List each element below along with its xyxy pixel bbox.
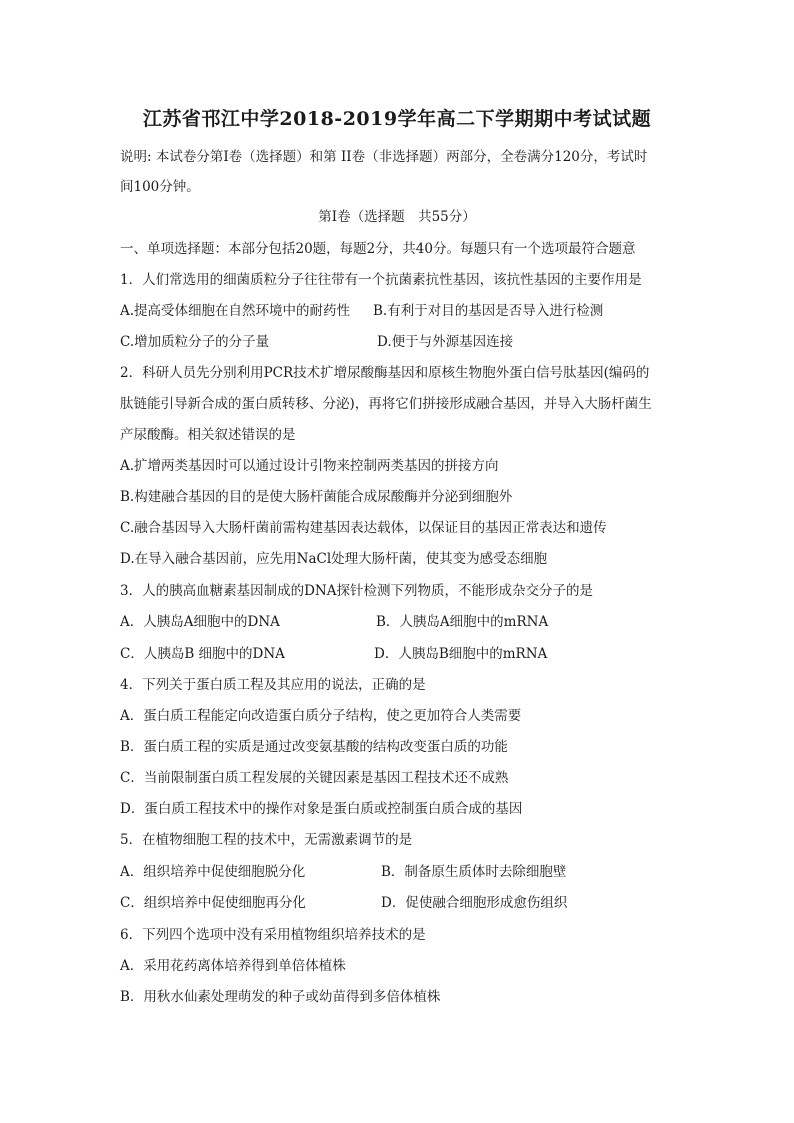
question-6-option-b: B．用秋水仙素处理萌发的种子或幼苗得到多倍体植株 <box>120 989 441 1005</box>
question-1-option-b: B.有利于对目的基因是否导入进行检测 <box>373 303 604 319</box>
question-2-stem-line-1: 2．科研人员先分别利用PCR技术扩增尿酸酶基因和原核生物胞外蛋白信号肽基因(编码的 <box>120 365 650 381</box>
exam-title: 江苏省邗江中学2018-2019学年高二下学期期中考试试题 <box>142 108 652 130</box>
intro-line-2: 间100分钟。 <box>120 179 200 195</box>
question-1-option-d: D.便于与外源基因连接 <box>377 334 514 350</box>
question-4-option-d: D．蛋白质工程技术中的操作对象是蛋白质或控制蛋白质合成的基因 <box>120 801 523 817</box>
question-4-stem: 4．下列关于蛋白质工程及其应用的说法，正确的是 <box>120 677 426 693</box>
question-3-option-b: B．人胰岛A细胞中的mRNA <box>376 614 549 630</box>
question-1-stem: 1．人们常选用的细菌质粒分子往往带有一个抗菌素抗性基因，该抗性基因的主要作用是 <box>120 272 642 288</box>
question-4-option-b: B．蛋白质工程的实质是通过改变氨基酸的结构改变蛋白质的功能 <box>120 739 508 755</box>
question-2-option-b: B.构建融合基因的目的是使大肠杆菌能合成尿酸酶并分泌到细胞外 <box>120 489 513 505</box>
question-2-stem-line-2: 肽链能引导新合成的蛋白质转移、分泌)，再将它们拼接形成融合基因，并导入大肠杆菌生 <box>120 396 652 412</box>
intro-line-1: 说明: 本试卷分第I卷（选择题）和第 II卷（非选择题）两部分，全卷满分120分，考试时 <box>120 149 648 165</box>
question-2-option-d: D.在导入融合基因前，应先用NaCl处理大肠杆菌，使其变为感受态细胞 <box>120 551 548 567</box>
section-heading: 第I卷（选择题 共55分） <box>318 209 476 225</box>
question-6-stem: 6．下列四个选项中没有采用植物组织培养技术的是 <box>120 927 426 943</box>
question-2-option-a: A.扩增两类基因时可以通过设计引物来控制两类基因的拼接方向 <box>120 458 499 474</box>
question-4-option-c: C．当前限制蛋白质工程发展的关键因素是基因工程技术还不成熟 <box>120 770 509 786</box>
question-2-stem-line-3: 产尿酸酶。相关叙述错误的是 <box>120 427 296 443</box>
question-3-option-a: A．人胰岛A细胞中的DNA <box>120 614 280 630</box>
question-5-stem: 5．在植物细胞工程的技术中，无需激素调节的是 <box>120 832 413 848</box>
question-3-option-c: C．人胰岛B 细胞中的DNA <box>120 646 285 662</box>
question-5-option-b: B．制备原生质体时去除细胞壁 <box>381 864 567 880</box>
question-3-stem: 3．人的胰高血糖素基因制成的DNA探针检测下列物质，不能形成杂交分子的是 <box>120 583 593 599</box>
question-5-option-d: D．促使融合细胞形成愈伤组织 <box>381 895 568 911</box>
question-3-option-d: D．人胰岛B细胞中的mRNA <box>374 646 548 662</box>
question-4-option-a: A．蛋白质工程能定向改造蛋白质分子结构，使之更加符合人类需要 <box>120 708 522 724</box>
question-1-option-c: C.增加质粒分子的分子量 <box>120 334 270 350</box>
question-1-option-a: A.提高受体细胞在自然环境中的耐药性 <box>120 303 351 319</box>
question-5-option-a: A．组织培养中促使细胞脱分化 <box>120 864 306 880</box>
question-2-option-c: C.融合基因导入大肠杆菌前需构建基因表达载体，以保证目的基因正常表达和遗传 <box>120 520 607 536</box>
question-5-option-c: C．组织培养中促使细胞再分化 <box>120 895 306 911</box>
question-6-option-a: A．采用花药离体培养得到单倍体植株 <box>120 958 346 974</box>
part-one-instruction: 一、单项选择题：本部分包括20题，每题2分，共40分。每题只有一个选项最符合题意 <box>120 241 636 257</box>
